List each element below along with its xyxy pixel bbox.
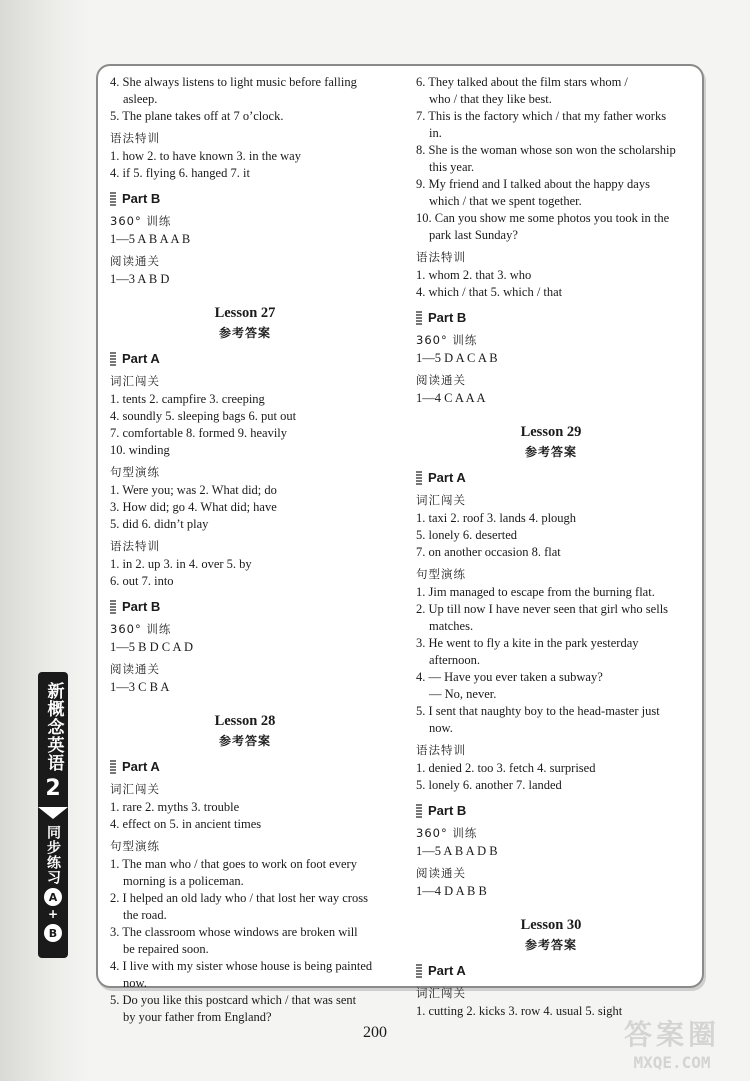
badge-b-icon: B [44, 924, 62, 942]
section-label: 语法特训 [416, 250, 466, 264]
answer-line: 1. cutting 2. kicks 3. row 4. usual 5. sight [416, 1004, 623, 1018]
part-bar-icon [110, 192, 116, 206]
watermark-bottom: MXQE.COM [633, 1052, 711, 1072]
side-tab-subtitle: 同步练习 [45, 825, 61, 885]
answer-key-heading: 参考答案 [218, 326, 271, 340]
answer-line: — No, never. [429, 687, 497, 701]
part-bar-icon [110, 760, 116, 774]
answer-line: be repaired soon. [123, 942, 209, 956]
answer-line: 4. soundly 5. sleeping bags 6. put out [110, 409, 297, 423]
right-column [416, 74, 686, 1020]
section-label: 句型演练 [416, 567, 466, 581]
answer-line: 1. tents 2. campfire 3. creeping [110, 392, 265, 406]
lesson-title: Lesson 30 [520, 917, 582, 933]
answer-line: 1—3 C B A [110, 680, 170, 694]
section-label: 词汇闯关 [110, 782, 160, 796]
answer-line: 1. rare 2. myths 3. trouble [110, 800, 240, 814]
badge-a-icon: A [44, 888, 62, 906]
left-top-items [110, 74, 380, 124]
answer-line: matches. [429, 619, 474, 633]
answer-line: 1. The man who / that goes to work on foot every [110, 857, 357, 871]
answer-line: 1—4 D A B B [416, 884, 487, 898]
answer-list [416, 584, 686, 736]
page-number: 200 [363, 1024, 387, 1041]
answer-line: 5. lonely 6. deserted [416, 528, 518, 542]
answer-list [416, 760, 686, 793]
part-heading: Part A [416, 470, 686, 486]
section-label: 阅读通关 [110, 254, 160, 268]
section-label: 句型演练 [110, 465, 160, 479]
answer-list [416, 267, 686, 300]
answer-line: 1—5 B D C A D [110, 640, 194, 654]
lesson-title: Lesson 27 [214, 305, 276, 321]
section-label: 阅读通关 [416, 866, 466, 880]
section-label: 360° 训练 [110, 214, 172, 228]
answer-list [110, 856, 380, 1025]
section-label: 词汇闯关 [416, 493, 466, 507]
section-label: 阅读通关 [416, 373, 466, 387]
part-heading: Part B [110, 191, 380, 207]
answer-line: in. [429, 126, 442, 140]
part-bar-icon [416, 804, 422, 818]
answer-line: asleep. [123, 92, 158, 106]
answer-line: 9. My friend and I talked about the happy days [416, 177, 650, 191]
right-top-items [416, 74, 686, 243]
answer-line: 1. Jim managed to escape from the burning flat. [416, 585, 655, 599]
answer-line: which / that we spent together. [429, 194, 582, 208]
answer-line: 1—5 A B A A B [110, 232, 191, 246]
side-tab [38, 672, 68, 958]
part-heading: Part B [110, 599, 380, 615]
answer-line: 7. This is the factory which / that my father works [416, 109, 667, 123]
answer-line: 6. They talked about the film stars whom / [416, 75, 628, 89]
answer-line: who / that they like best. [429, 92, 552, 106]
section-label: 360° 训练 [110, 622, 172, 636]
answer-line: 1—4 C A A A [416, 391, 486, 405]
answer-line: park last Sunday? [429, 228, 518, 242]
answer-line: 7. comfortable 8. formed 9. heavily [110, 426, 288, 440]
side-tab-title: 新概念英语 [43, 682, 64, 772]
answer-line: 2. I helped an old lady who / that lost her way cross [110, 891, 368, 905]
section-label: 词汇闯关 [110, 374, 160, 388]
answer-line: 5. did 6. didn’t play [110, 517, 209, 531]
answer-line: the road. [123, 908, 167, 922]
section-label: 语法特训 [416, 743, 466, 757]
section-label: 句型演练 [110, 839, 160, 853]
answer-list [110, 482, 380, 532]
answer-list [110, 391, 380, 458]
answer-line: 4. effect on 5. in ancient times [110, 817, 262, 831]
lesson-title: Lesson 29 [520, 424, 582, 440]
answer-line: this year. [429, 160, 475, 174]
section-label: 语法特训 [110, 131, 160, 145]
answer-line: now. [429, 721, 453, 735]
answer-line: 2. Up till now I have never seen that girl who sells [416, 602, 669, 616]
answer-line: 10. Can you show me some photos you took in the [416, 211, 670, 225]
answer-list [416, 510, 686, 560]
answer-line: 1—5 D A C A B [416, 351, 498, 365]
answer-line: 1. Were you; was 2. What did; do [110, 483, 277, 497]
answer-line: 5. I sent that naughty boy to the head-master just [416, 704, 660, 718]
answer-line: 5. Do you like this postcard which / that was sent [110, 993, 357, 1007]
part-heading: Part A [110, 759, 380, 775]
answer-line: 6. out 7. into [110, 574, 174, 588]
answer-list [110, 148, 380, 181]
section-label: 词汇闯关 [416, 986, 466, 1000]
answer-key-heading: 参考答案 [524, 445, 577, 459]
part-heading: Part B [416, 310, 686, 326]
part-bar-icon [416, 964, 422, 978]
answer-line: 3. The classroom whose windows are broken will [110, 925, 358, 939]
part-heading: Part A [110, 351, 380, 367]
answer-key-heading: 参考答案 [218, 734, 271, 748]
answer-line: 1. how 2. to have known 3. in the way [110, 149, 301, 163]
answer-line: 5. The plane takes off at 7 o’clock. [110, 109, 284, 123]
answer-line: 3. How did; go 4. What did; have [110, 500, 277, 514]
watermark-top: 答案圈 [623, 1017, 720, 1051]
answer-line: 1—3 A B D [110, 272, 170, 286]
answer-line: 4. I live with my sister whose house is being painted [110, 959, 373, 973]
answer-line: morning is a policeman. [123, 874, 244, 888]
answer-key-heading: 参考答案 [524, 938, 577, 952]
answer-line: by your father from England? [123, 1010, 272, 1024]
answer-line: 4. which / that 5. which / that [416, 285, 563, 299]
part-heading: Part B [416, 803, 686, 819]
section-label: 阅读通关 [110, 662, 160, 676]
part-bar-icon [110, 352, 116, 366]
part-bar-icon [416, 471, 422, 485]
answer-line: 4. if 5. flying 6. hanged 7. it [110, 166, 250, 180]
answer-line: 4. She always listens to light music before falling [110, 75, 357, 89]
answer-line: 4. — Have you ever taken a subway? [416, 670, 603, 684]
answer-line: 1—5 A B A D B [416, 844, 498, 858]
answer-line: 5. lonely 6. another 7. landed [416, 778, 562, 792]
part-bar-icon [416, 311, 422, 325]
answer-list [110, 556, 380, 589]
answer-line: 3. He went to fly a kite in the park yesterday [416, 636, 639, 650]
lesson-title: Lesson 28 [214, 713, 276, 729]
part-bar-icon [110, 600, 116, 614]
answer-line: 7. on another occasion 8. flat [416, 545, 561, 559]
section-label: 语法特训 [110, 539, 160, 553]
watermark-logo [602, 1007, 742, 1077]
answer-line: 8. She is the woman whose son won the scholarship [416, 143, 676, 157]
answer-line: 10. winding [110, 443, 170, 457]
answer-line: afternoon. [429, 653, 481, 667]
answer-line: 1. denied 2. too 3. fetch 4. surprised [416, 761, 596, 775]
answer-list [110, 799, 380, 832]
side-tab-volume: 2 [45, 776, 61, 801]
answer-line: 1. taxi 2. roof 3. lands 4. plough [416, 511, 577, 525]
section-label: 360° 训练 [416, 333, 478, 347]
answer-line: now. [123, 976, 147, 990]
part-heading: Part A [416, 963, 686, 979]
left-column [110, 74, 380, 1026]
section-label: 360° 训练 [416, 826, 478, 840]
badge-plus: + [47, 907, 59, 921]
answer-line: 1. whom 2. that 3. who [416, 268, 532, 282]
side-tab-arrow-icon [38, 807, 68, 819]
answer-line: 1. in 2. up 3. in 4. over 5. by [110, 557, 252, 571]
